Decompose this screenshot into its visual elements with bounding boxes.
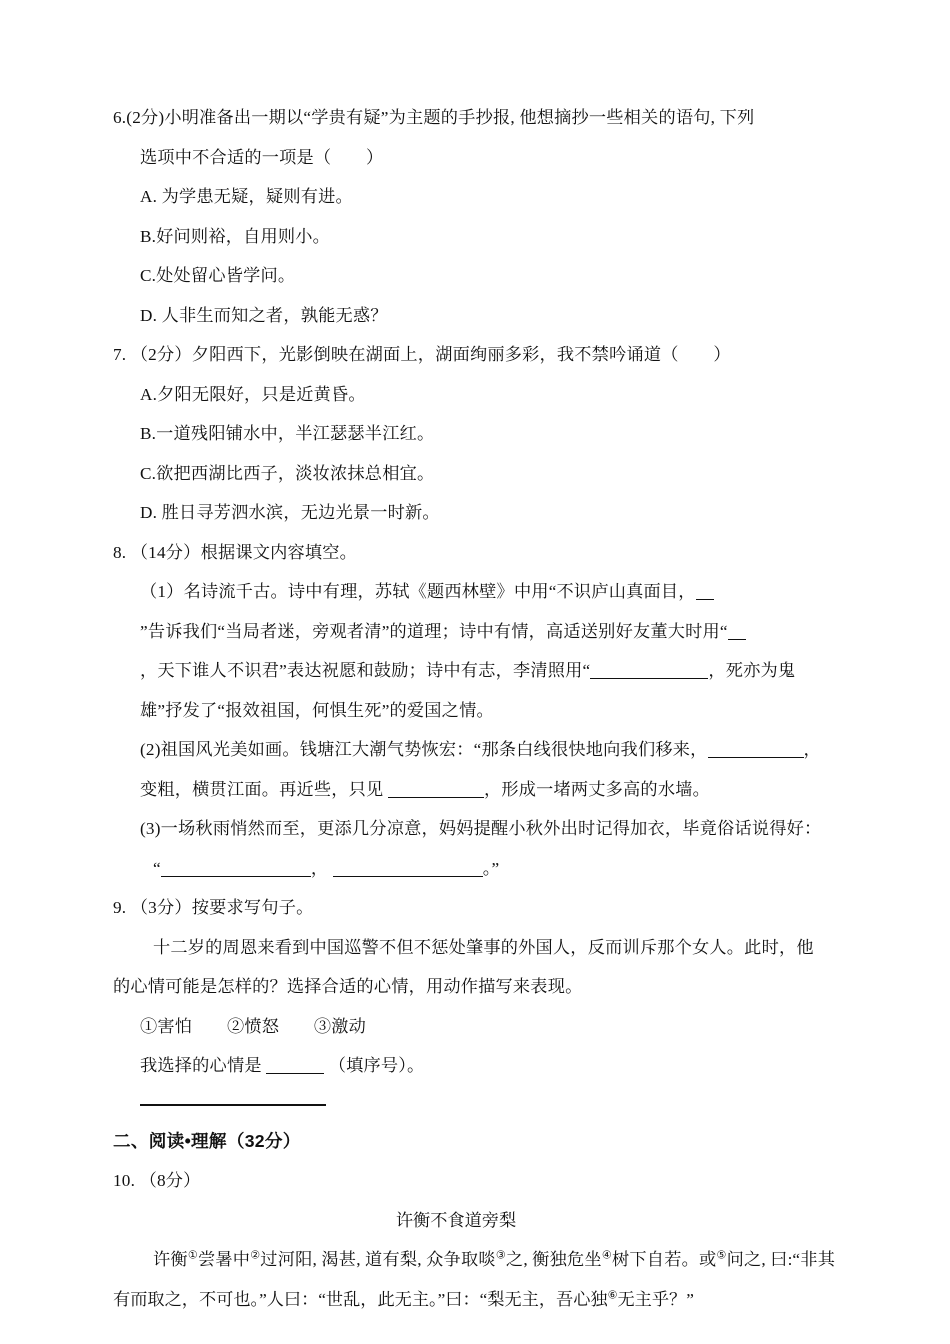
question-8-marks: （14分） [130,542,201,562]
question-8-part-3-label: (3) [140,819,161,838]
question-8-part-3-line-1 [113,809,835,849]
question-9-number: 9. [113,898,127,917]
question-7-option-c-label: C.欲把西湖比西子，淡妆浓抹总相宜。 [140,463,435,483]
passage-text-6: 问之, 曰: [726,1250,793,1269]
question-7-stem-text: 夕阳西下，光影倒映在湖面上，湖面绚丽多彩，我不禁吟诵道（ ） [191,345,731,364]
question-8-part-1-text-3: ，天下谁人不识君”表达祝愿和鼓励；诗中有志，李清照用“ [140,661,591,680]
question-8-blank-3a[interactable] [161,859,311,876]
question-9-answer-row [113,1046,835,1086]
question-6-option-c-label: C.处处留心皆学问。 [140,266,296,285]
footnote-marker-4: ④ [601,1249,612,1262]
question-6-marks: (2分) [126,108,165,127]
question-9-marks: （3分） [130,898,192,917]
footnote-marker-6: ⑥ [607,1288,618,1301]
passage-text-4: 之, 衡独危坐 [505,1250,602,1269]
question-8-part-1-line-4 [113,691,835,731]
question-8-part-2-text-1: 祖国风光美如画。钱塘江大潮气势恢宏：“那条白线很快地向我们移来， [160,740,708,759]
passage-text-2: 尝暑中 [197,1250,251,1269]
question-8-part-1-text-1: 名诗流千古。诗中有理，苏轼《题西林壁》中用“不识庐山真面目， [183,582,696,601]
question-7-option-b-label: B.一道残阳铺水中，半江瑟瑟半江红。 [140,424,435,443]
section-2-heading-text: 二、阅读•理解（32分） [113,1130,301,1151]
question-7-option-b[interactable] [113,414,835,454]
question-8-part-1-line-3 [113,651,835,691]
question-8-part-1-text-4: ，死亦为鬼 [708,661,796,680]
question-8-blank-2a[interactable] [708,741,804,758]
question-8-part-2-line-2 [113,770,835,810]
question-8-part-2-label: (2) [140,740,161,759]
question-9-body-text-2: 的心情可能是怎样的？选择合适的心情，用动作描写来表现。 [113,977,583,996]
question-8-part-3-period: 。 [482,858,492,878]
passage-text-8: 无主乎？” [617,1289,694,1309]
question-6-option-a-label: A. 为学患无疑，疑则有进。 [140,187,353,206]
question-8-part-3-text-1: 一场秋雨悄然而至，更添几分凉意，妈妈提醒小秋外出时记得加衣，毕竟俗话说得好： [160,819,822,838]
question-10-stem [113,1161,835,1201]
question-6-option-b-label: B.好问则裕，自用则小。 [140,226,331,246]
footnote-marker-5: ⑤ [716,1249,727,1262]
question-6-number: 6. [113,108,127,127]
question-6-stem-line-1 [113,98,835,138]
question-8-part-1-line-1 [113,572,835,612]
passage-text-5: 树下自若。或 [611,1250,717,1269]
question-10-article-title [113,1201,835,1241]
question-6-option-d[interactable] [113,296,835,336]
question-9-body-text-1: 十二岁的周恩来看到中国巡警不但不惩处肇事的外国人，反而训斥那个女人。此时，他 [153,937,814,957]
question-8-number: 8. [113,542,127,562]
question-8-part-2-text-4: ，形成一堵两丈多高的水墙。 [483,779,710,799]
question-8-part-1-line-2 [113,612,835,652]
question-6-stem-text-1: 小明准备出一期以“学贵有疑”为主题的手抄报, 他想摘抄一些相关的语句, 下列 [164,108,755,127]
question-8-part-1-text-2: ”告诉我们“当局者迷，旁观者清”的道理；诗中有情，高适送别好友董大时用“ [140,621,728,641]
question-8-blank-1b[interactable] [728,622,746,639]
question-6-option-b[interactable] [113,217,835,257]
question-7-option-d-label: D. 胜日寻芳泗水滨，无边光景一时新。 [140,503,440,522]
question-8-part-3-quote-close: ” [491,858,500,878]
question-8-blank-1c[interactable] [590,662,708,679]
question-6-option-c[interactable] [113,256,835,296]
question-6-option-a[interactable] [113,177,835,217]
question-9-stem [113,888,835,928]
question-9-body-line-2 [113,967,835,1007]
question-8-part-3-quote-open: “ [153,858,161,878]
question-8-stem [113,533,835,573]
question-9-answer-suffix: （填序号）。 [328,1056,425,1075]
question-10-marks: （8分） [139,1171,201,1190]
question-9-choices-label: ①害怕 ②愤怒 ③激动 [140,1016,367,1036]
footnote-marker-3: ③ [495,1249,506,1262]
question-7-number: 7. [113,345,127,364]
passage-text-3: 过河阳, 渴甚, 道有梨, 众争取啖 [260,1250,496,1269]
question-8-blank-3b[interactable] [333,859,483,876]
passage-text-7: “非其有而取之，不可也。”人曰：“世乱，此无主。”曰：“梨无主，吾心独 [113,1250,835,1309]
question-8-part-2-line-1 [113,730,835,770]
question-9-choices[interactable] [113,1007,835,1047]
question-7-option-a[interactable] [113,375,835,415]
question-9-answer-prefix: 我选择的心情是 [140,1056,262,1075]
question-8-part-3-line-2 [113,849,835,889]
question-8-blank-1a[interactable] [696,583,714,600]
question-8-part-1-label: （1） [140,582,184,601]
question-8-part-2-comma: ， [803,740,821,759]
question-9-stem-text: 按要求写句子。 [191,898,314,917]
question-6-stem-line-2 [113,138,835,178]
page-content [113,98,835,1319]
question-7-option-c[interactable] [113,454,835,494]
question-10-passage [113,1240,835,1319]
question-6-option-d-label: D. 人非生而知之者，孰能无惑？ [140,305,388,325]
question-7-stem [113,335,835,375]
question-8-part-3-comma: ， [310,858,329,878]
footnote-marker-1: ① [187,1249,198,1262]
footnote-marker-2: ② [250,1249,261,1262]
question-7-option-a-label: A.夕阳无限好，只是近黄昏。 [140,384,366,404]
section-2-heading [113,1122,835,1162]
question-10-article-title-text: 许衡不食道旁梨 [395,1210,517,1230]
question-10-number: 10. [113,1171,136,1190]
question-7-marks: （2分） [130,345,192,364]
section-gap [113,1106,835,1122]
question-8-part-2-text-3: 变粗，横贯江面。再近些，只见 [140,779,384,799]
question-9-body-line-1 [113,928,835,968]
question-8-stem-text: 根据课文内容填空。 [200,542,358,562]
question-9-answer-blank[interactable] [266,1057,324,1074]
question-8-blank-2b[interactable] [388,780,484,797]
question-7-option-d[interactable] [113,493,835,533]
question-6-stem-text-2: 选项中不合适的一项是（ ） [140,147,384,167]
passage-text-1: 许衡 [153,1250,188,1269]
question-8-part-1-text-5: 雄”抒发了“报效祖国，何惧生死”的爱国之情。 [140,700,494,720]
